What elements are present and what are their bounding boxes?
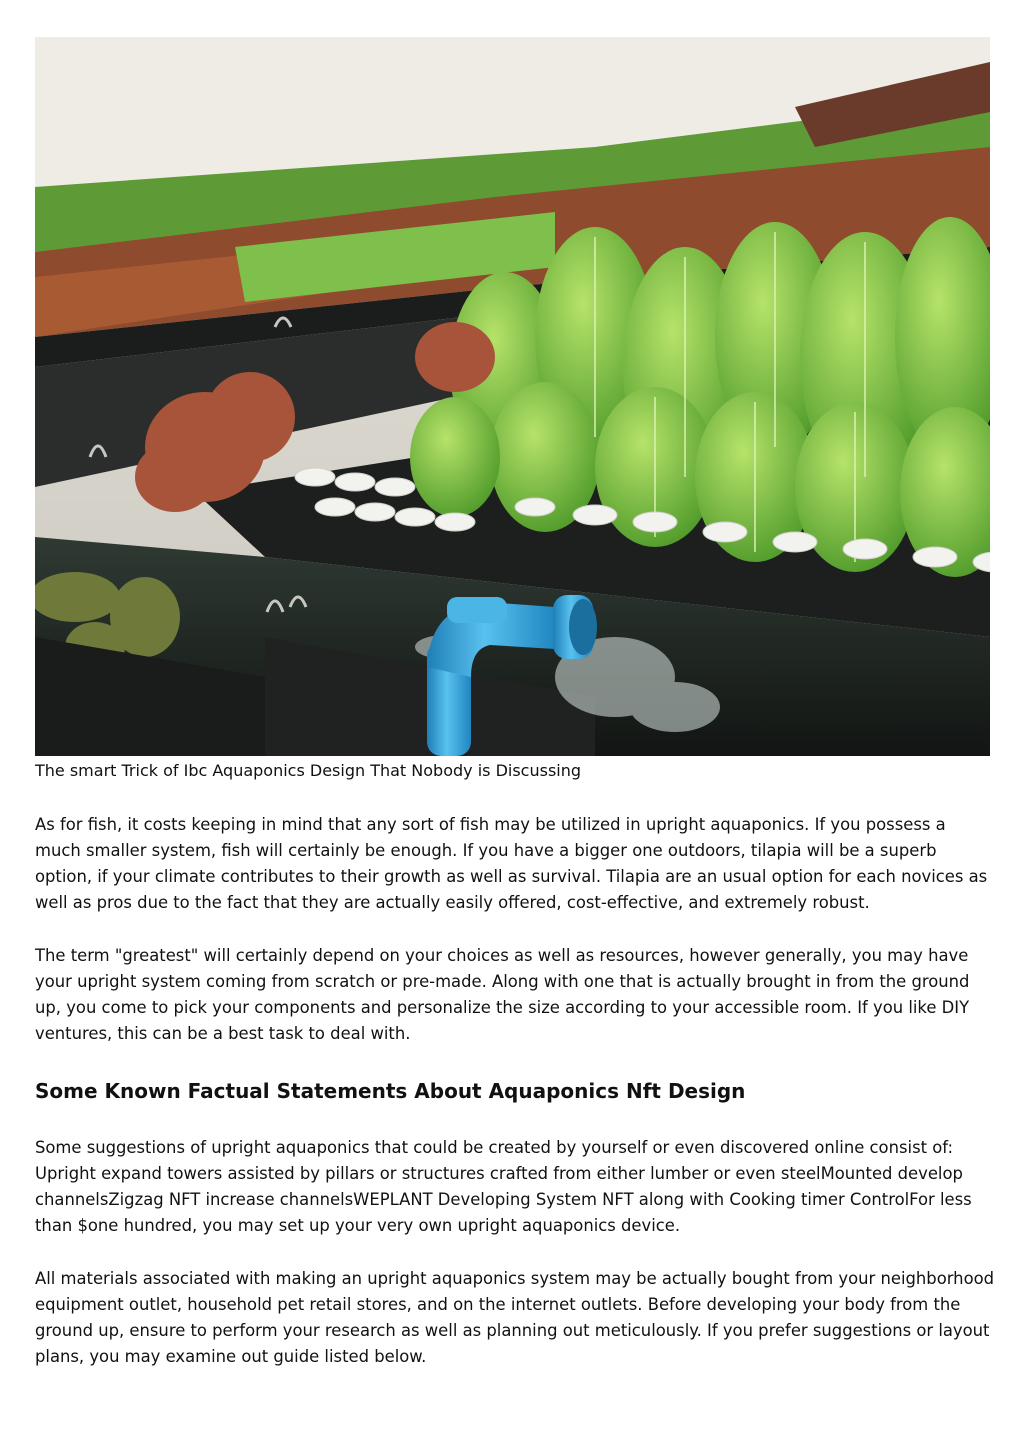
hero-photo (35, 37, 990, 756)
paragraph-fish: As for fish, it costs keeping in mind that any sort of fish may be utilized in upright aquaponics. If you possess a much smaller system, fish will certainly be enough. If you have a bigger one outdoors, tilapia will be a superb option, if your climate contributes to their growth as well as survival. Tilapia are an usual option for each novices as well as pros due to the fact that they are actually easily offered, cost-effective, and extremely robust. (35, 815, 988, 912)
section-heading: Some Known Factual Statements About Aquaponics Nft Design (35, 1079, 746, 1103)
paragraph-materials: All materials associated with making an upright aquaponics system may be actually bought from your neighborhood equipment outlet, household pet retail stores, and on the internet outlets. Before developing your body from the ground up, ensure to perform your research as well as planning out meticulously. If you prefer suggestions or layout plans, you may examine out guide listed below. (35, 1269, 995, 1366)
paragraph-suggestions: Some suggestions of upright aquaponics that could be created by yourself or even discovered online consist of: Upright expand towers assisted by pillars or structures crafted from either lumber or even steelMounted develop channelsZigzag NFT increase channelsWEPLANT Developing System NFT along with Cooking timer ControlFor less than $one hundred, you may set up your very own upright aquaponics device. (35, 1138, 972, 1235)
paragraph-greatest: The term "greatest" will certainly depend on your choices as well as resources, however generally, you may have your upright system coming from scratch or pre-made. Along with one that is actually brought in from the ground up, you come to pick your components and personalize the size according to your accessible room. If you like DIY ventures, this can be a best task to deal with. (35, 946, 970, 1043)
greenhouse-aquaponics-image (35, 37, 990, 756)
image-caption: The smart Trick of Ibc Aquaponics Design That Nobody is Discussing (35, 761, 582, 780)
